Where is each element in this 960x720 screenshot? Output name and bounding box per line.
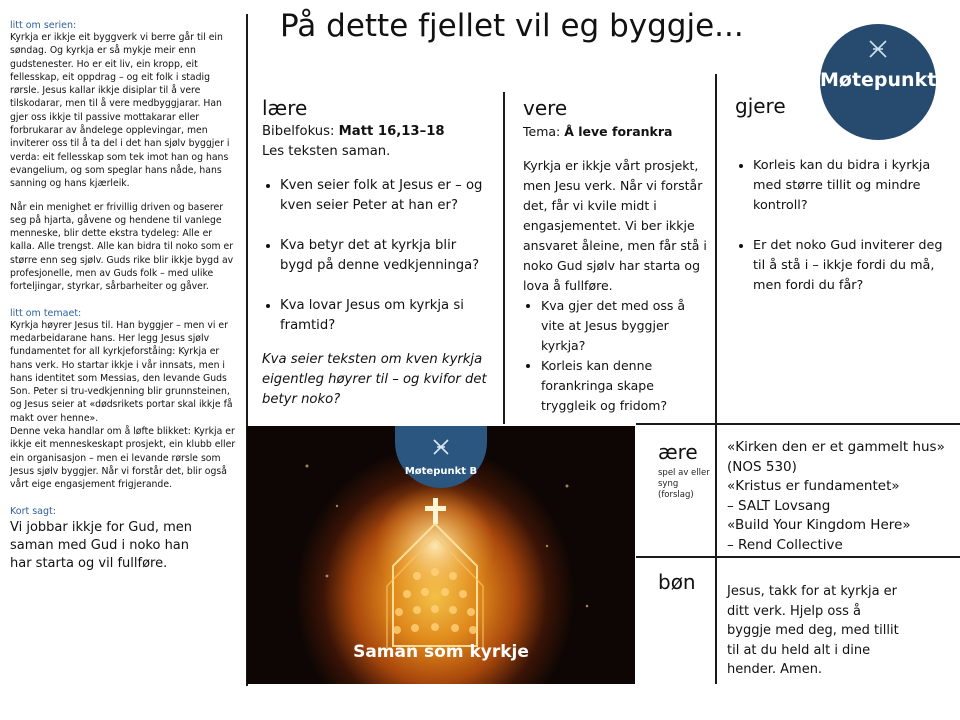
aere-section [658,440,714,501]
theme-heading: litt om temaet: [10,307,82,319]
list-item: • Korleis kan du bidra i kyrkja med større tillit og mindre kontroll? [753,156,953,216]
divider-laere-vere [503,92,505,424]
theme-text-2: Denne veka handlar om å løfte blikket: Kyrkja er ikkje eit menneskeskapt prosjekt, ein klubb eller ein organisasjon – men ei levande rørsle som Jesus sjølv byggjer. Når vi forstår det, blir også vårt eige engasjement frigjerande. [10,426,236,491]
poster-image [247,426,635,684]
sidebar [10,20,238,573]
poster-badge-text: Møtepunkt B [404,466,478,477]
vere-column [523,96,709,416]
bon-prayer: Jesus, takk for at kyrkja er ditt verk. Hjelp oss å byggje med deg, med tillit til at du held alt i dine hender. Amen. [727,584,899,677]
cross-logo-icon [867,38,889,60]
song-line: (NOS 530) [727,458,797,475]
aere-heading: ære [658,440,698,464]
song-line: «Kristus er fundamentet» [727,478,900,494]
vere-theme-label: Tema: [523,124,565,139]
bon-heading: bøn [658,570,696,594]
divider-vere-gjere [715,74,717,424]
laere-questions [262,176,490,336]
bible-focus [262,122,490,142]
vere-questions [523,296,709,416]
vere-theme [523,122,709,142]
song-list [727,438,959,555]
list-item: • Er det noko Gud inviterer deg til å stå i – ikkje fordi du må, men fordi du får? [753,236,953,296]
gjere-column [735,94,953,316]
list-item: • Kva betyr det at kyrkja blir bygd på denne vedkjenninga? [280,236,490,276]
aere-subtitle: spel av eller syng (forslag) [658,468,710,500]
intro-heading: litt om serien: [10,20,77,31]
cross-logo-icon [432,438,450,456]
gjere-questions [735,156,953,296]
short-heading: Kort sagt: [10,505,56,517]
page-title: På dette fjellet vil eg byggje... [280,8,744,44]
vere-paragraph: Kyrkja er ikkje vårt prosjekt, men Jesu verk. Når vi forstår det, får vi kvile midt i engasjementet. Vi ber ikkje ansvaret åleine, men får stå i noko Gud sjølv har starta og lova å fullføre. [523,158,707,293]
laere-heading: lære [262,96,308,120]
list-item: • Korleis kan denne forankringa skape tryggleik og fridom? [541,356,709,416]
list-item: • Kven seier folk at Jesus er – og kven seier Peter at han er? [280,176,490,216]
gjere-heading: gjere [735,94,786,118]
poster-caption: Saman som kyrkje [353,642,529,662]
list-item: • Kva gjer det med oss å vite at Jesus byggjer kyrkja? [541,296,709,356]
vere-theme-value: Å leve forankra [564,124,673,139]
laere-closing-question: Kva seier teksten om kven kyrkja eigentleg høyrer til – og kvifor det betyr noko? [262,352,487,407]
vere-heading: vere [523,96,568,120]
theme-text: Kyrkja høyrer Jesus til. Han byggjer – men vi er medarbeidarane hans. Her legg Jesus sjølv fundamentet for all kyrkjeforståing: Kyrkja er hans verk. Ho startar ikkje i vår innsats, men i hans identitet som Messias, den levande Guds Son. Peter si tru-vedkjenning blir grunnsteinen, og Jesus seier at «dødsrikets portar skal ikkje få makt over henne». [10,319,233,424]
divider-bottom [715,424,717,684]
song-line: – SALT Lovsang [727,497,831,514]
list-item: • Kva lovar Jesus om kyrkja si framtid? [280,296,490,336]
bible-focus-ref: Matt 16,13–18 [338,124,445,139]
logo-text: Møtepunkt B [820,69,958,91]
song-line: – Rend Collective [727,536,843,553]
intro-text-2: Når ein menighet er frivillig driven og baserer seg på hjarta, gåvene og hendene til vanlege menneske, blir dette ekstra tydeleg: Alle er kalla. Alle trengst. Alle kan bidra til noko som er større enn seg sjølv. Guds rike blir ikkje bygd av profesjonelle, men av Guds folk – med ulike forteljingar, styrkar, sårbarheiter og gåver. [10,201,234,293]
intro-text: Kyrkja er ikkje eit byggverk vi berre går til ein søndag. Og kyrkja er så mykje meir enn gudstenester. Ho er eit liv, ein kropp, eit fellesskap, eit oppdrag – og eit folk i stadig rørsle. Jesus kallar ikkje disiplar til å vere tilskodarar, men til å vere medbyggjarar. Han gjer oss ikkje til passive mottakarar eller forbrukarar av åndelege opplevingar, men inviterer oss til å ta del i det han sjølv byggjer i verda: eit fellesskap som tek imot han og hans evangelium, og som speglar hans nåde, hans sanning og hans kjærleik. [10,32,230,190]
divider-bon-top [636,556,960,558]
read-instruction: Les teksten saman. [262,144,391,159]
bible-focus-label: Bibelfokus: [262,124,339,139]
short-text: Vi jobbar ikkje for Gud, men saman med Gud i noko han har starta og vil fullføre. [10,519,193,571]
divider-aere-top [636,423,960,425]
song-line: «Kirken den er et gammelt hus» [727,439,945,455]
song-line: «Build Your Kingdom Here» [727,517,911,533]
laere-column [262,96,490,410]
